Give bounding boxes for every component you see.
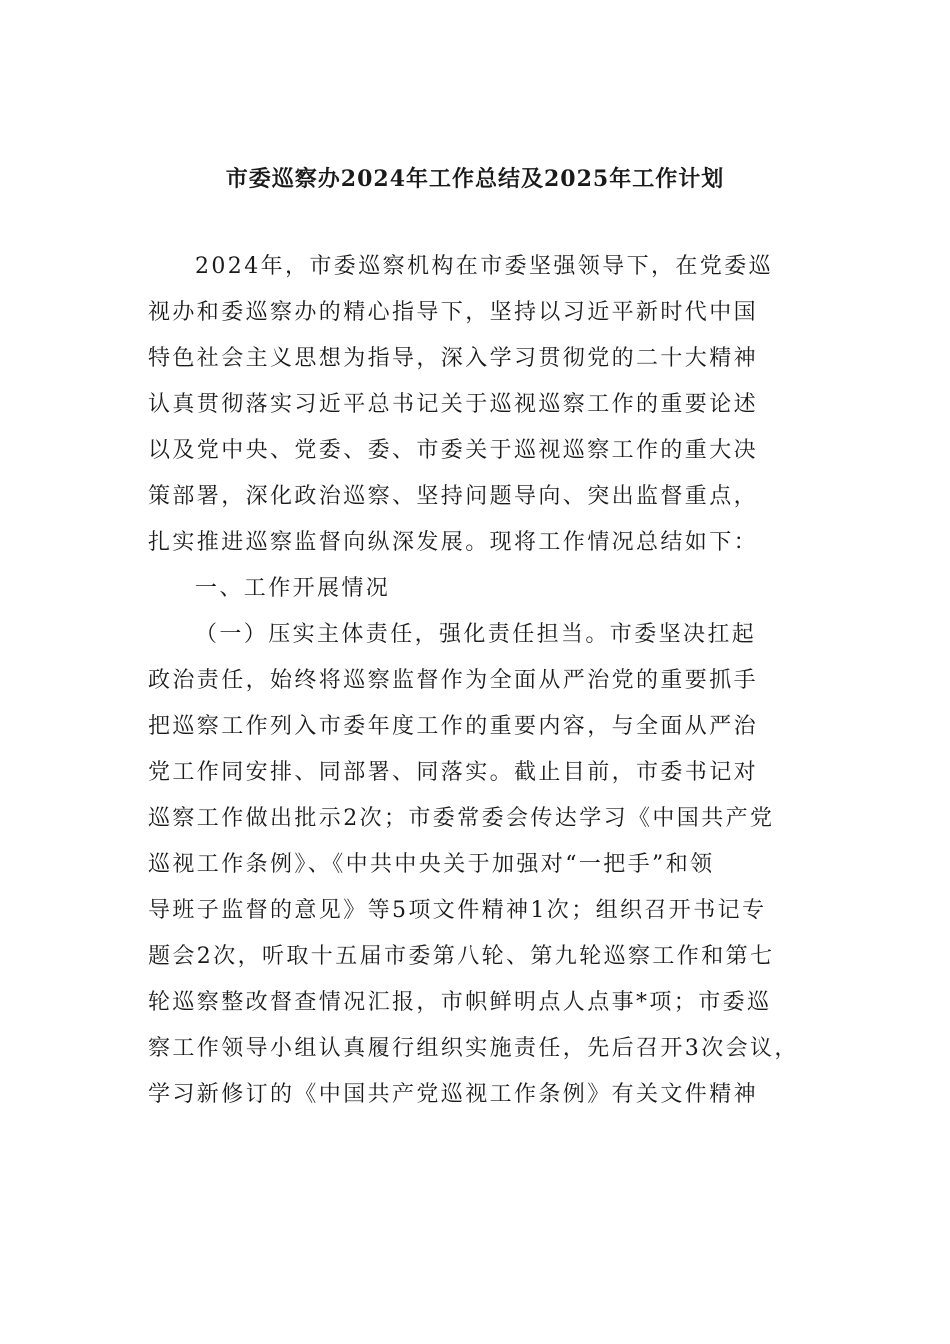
paragraph-line: 把巡察工作列入市委年度工作的重要内容，与全面从严治 bbox=[148, 714, 759, 739]
paragraph-line: 特色社会主义思想为指导，深入学习贯彻党的二十大精神 bbox=[148, 346, 759, 371]
paragraph-line: 政治责任，始终将巡察监督作为全面从严治党的重要抓手 bbox=[148, 668, 759, 693]
paragraph-line: 视办和委巡察办的精心指导下，坚持以习近平新时代中国 bbox=[148, 300, 759, 325]
paragraph-line: 题会2次，听取十五届市委第八轮、第九轮巡察工作和第七 bbox=[148, 944, 775, 969]
paragraph-line: 导班子监督的意见》等5项文件精神1次；组织召开书记专 bbox=[148, 898, 767, 923]
paragraph-line: 以及党中央、党委、委、市委关于巡视巡察工作的重大决 bbox=[148, 438, 759, 463]
paragraph-line: 2024年，市委巡察机构在市委坚强领导下，在党委巡 bbox=[195, 254, 773, 279]
paragraph-line: 党工作同安排、同部署、同落实。截止目前，市委书记对 bbox=[148, 760, 759, 785]
paragraph-line: 巡察工作做出批示2次；市委常委会传达学习《中国共产党 bbox=[148, 806, 775, 831]
document-title: 市委巡察办2024年工作总结及2025年工作计划 bbox=[225, 166, 725, 192]
paragraph-line: 扎实推进巡察监督向纵深发展。现将工作情况总结如下： bbox=[148, 530, 759, 555]
paragraph-line: 轮巡察整改督查情况汇报，市帜鲜明点人点事*项；市委巡 bbox=[148, 990, 772, 1015]
paragraph-line: 巡视工作条例》、《中共中央关于加强对“一把手”和领 bbox=[148, 852, 715, 877]
paragraph-line: （一）压实主体责任，强化责任担当。市委坚决扛起 bbox=[195, 622, 757, 647]
section-heading: 一、工作开展情况 bbox=[195, 576, 391, 601]
paragraph-line: 策部署，深化政治巡察、坚持问题导向、突出监督重点， bbox=[148, 484, 759, 509]
paragraph-line: 学习新修订的《中国共产党巡视工作条例》有关文件精神 bbox=[148, 1082, 759, 1107]
paragraph-line: 认真贯彻落实习近平总书记关于巡视巡察工作的重要论述 bbox=[148, 392, 759, 417]
paragraph-line: 察工作领导小组认真履行组织实施责任，先后召开3次会议， bbox=[148, 1036, 799, 1061]
